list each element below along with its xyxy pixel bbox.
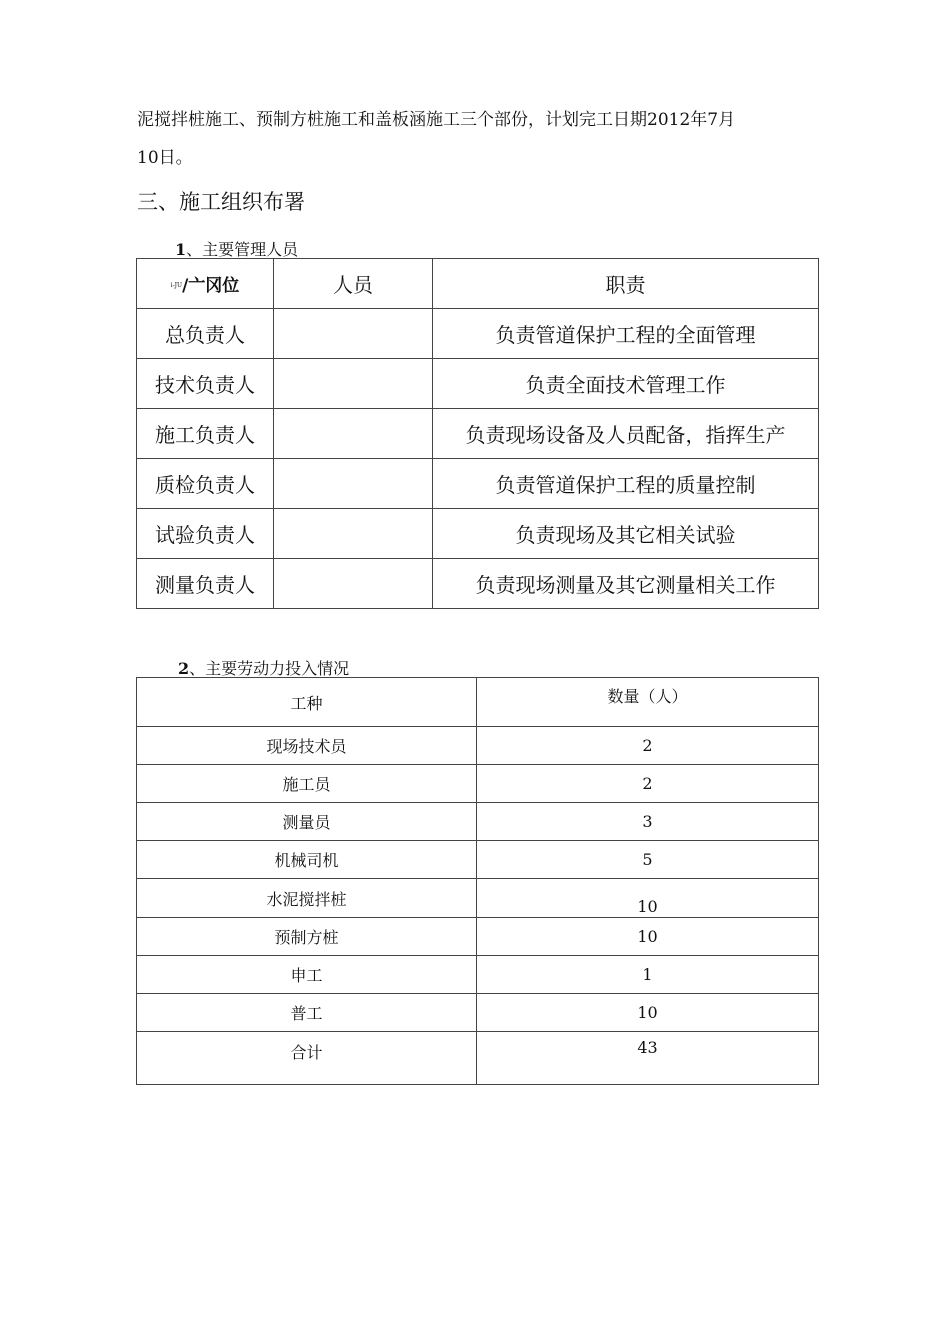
count-cell: 5 xyxy=(477,841,819,879)
trade-cell: 预制方桩 xyxy=(137,918,477,956)
table-row xyxy=(137,918,819,956)
table-row xyxy=(137,765,819,803)
table-row xyxy=(137,509,819,559)
staff-heading xyxy=(175,237,298,260)
labor-heading-number: 2 xyxy=(178,659,190,678)
table-row xyxy=(137,803,819,841)
table-header-row xyxy=(137,259,819,309)
person-cell xyxy=(274,559,433,609)
table-row xyxy=(137,1032,819,1085)
table-row xyxy=(137,409,819,459)
person-cell xyxy=(274,309,433,359)
trade-cell: 施工员 xyxy=(137,765,477,803)
trade-cell: 水泥搅拌桩 xyxy=(137,879,477,918)
post-cell: 质检负责人 xyxy=(137,459,274,509)
table-header-row xyxy=(137,678,819,727)
intro-line-2: 10日。 xyxy=(137,148,193,168)
table-row xyxy=(137,559,819,609)
table-row xyxy=(137,841,819,879)
post-cell: 总负责人 xyxy=(137,309,274,359)
intro-line-1: 泥搅拌桩施工、预制方桩施工和盖板涵施工三个部份，计划完工日期2012年7月 xyxy=(137,110,736,130)
section-title: 三、施工组织布署 xyxy=(137,190,305,214)
table-row xyxy=(137,309,819,359)
count-cell: 1 xyxy=(477,956,819,994)
header-duty: 职责 xyxy=(433,259,819,309)
count-cell: 3 xyxy=(477,803,819,841)
trade-cell: 合计 xyxy=(137,1032,477,1085)
table-row xyxy=(137,879,819,918)
trade-cell: 现场技术员 xyxy=(137,727,477,765)
duty-cell: 负责全面技术管理工作 xyxy=(433,359,819,409)
trade-cell: 测量员 xyxy=(137,803,477,841)
count-cell: 2 xyxy=(477,765,819,803)
table-row xyxy=(137,956,819,994)
header-post-prefix: i-JU xyxy=(170,282,183,289)
header-count: 数量（人） xyxy=(477,678,819,727)
trade-cell: 机械司机 xyxy=(137,841,477,879)
post-cell: 技术负责人 xyxy=(137,359,274,409)
post-cell: 试验负责人 xyxy=(137,509,274,559)
labor-heading-text: 、主要劳动力投入情况 xyxy=(189,659,350,678)
count-cell: 10 xyxy=(477,918,819,956)
duty-cell: 负责现场及其它相关试验 xyxy=(433,509,819,559)
duty-cell: 负责现场测量及其它测量相关工作 xyxy=(433,559,819,609)
trade-cell: 普工 xyxy=(137,994,477,1032)
post-cell: 测量负责人 xyxy=(137,559,274,609)
staff-heading-number: 1 xyxy=(175,240,187,259)
trade-cell: 申工 xyxy=(137,956,477,994)
count-cell: 43 xyxy=(477,1032,819,1085)
person-cell xyxy=(274,509,433,559)
person-cell xyxy=(274,459,433,509)
management-staff-table xyxy=(136,258,819,609)
count-cell: 10 xyxy=(477,879,819,918)
person-cell xyxy=(274,359,433,409)
person-cell xyxy=(274,409,433,459)
labor-input-table xyxy=(136,677,819,1085)
table-row xyxy=(137,727,819,765)
labor-heading xyxy=(178,656,349,679)
count-cell: 2 xyxy=(477,727,819,765)
duty-cell: 负责现场设备及人员配备，指挥生产 xyxy=(433,409,819,459)
post-cell: 施工负责人 xyxy=(137,409,274,459)
count-cell: 10 xyxy=(477,994,819,1032)
duty-cell: 负责管道保护工程的质量控制 xyxy=(433,459,819,509)
table-row xyxy=(137,459,819,509)
staff-heading-text: 、主要管理人员 xyxy=(186,240,299,259)
table-row xyxy=(137,994,819,1032)
header-trade: 工种 xyxy=(137,678,477,727)
header-post xyxy=(137,259,274,309)
header-person: 人员 xyxy=(274,259,433,309)
header-post-text: /亠冈位 xyxy=(182,276,240,296)
table-row xyxy=(137,359,819,409)
duty-cell: 负责管道保护工程的全面管理 xyxy=(433,309,819,359)
